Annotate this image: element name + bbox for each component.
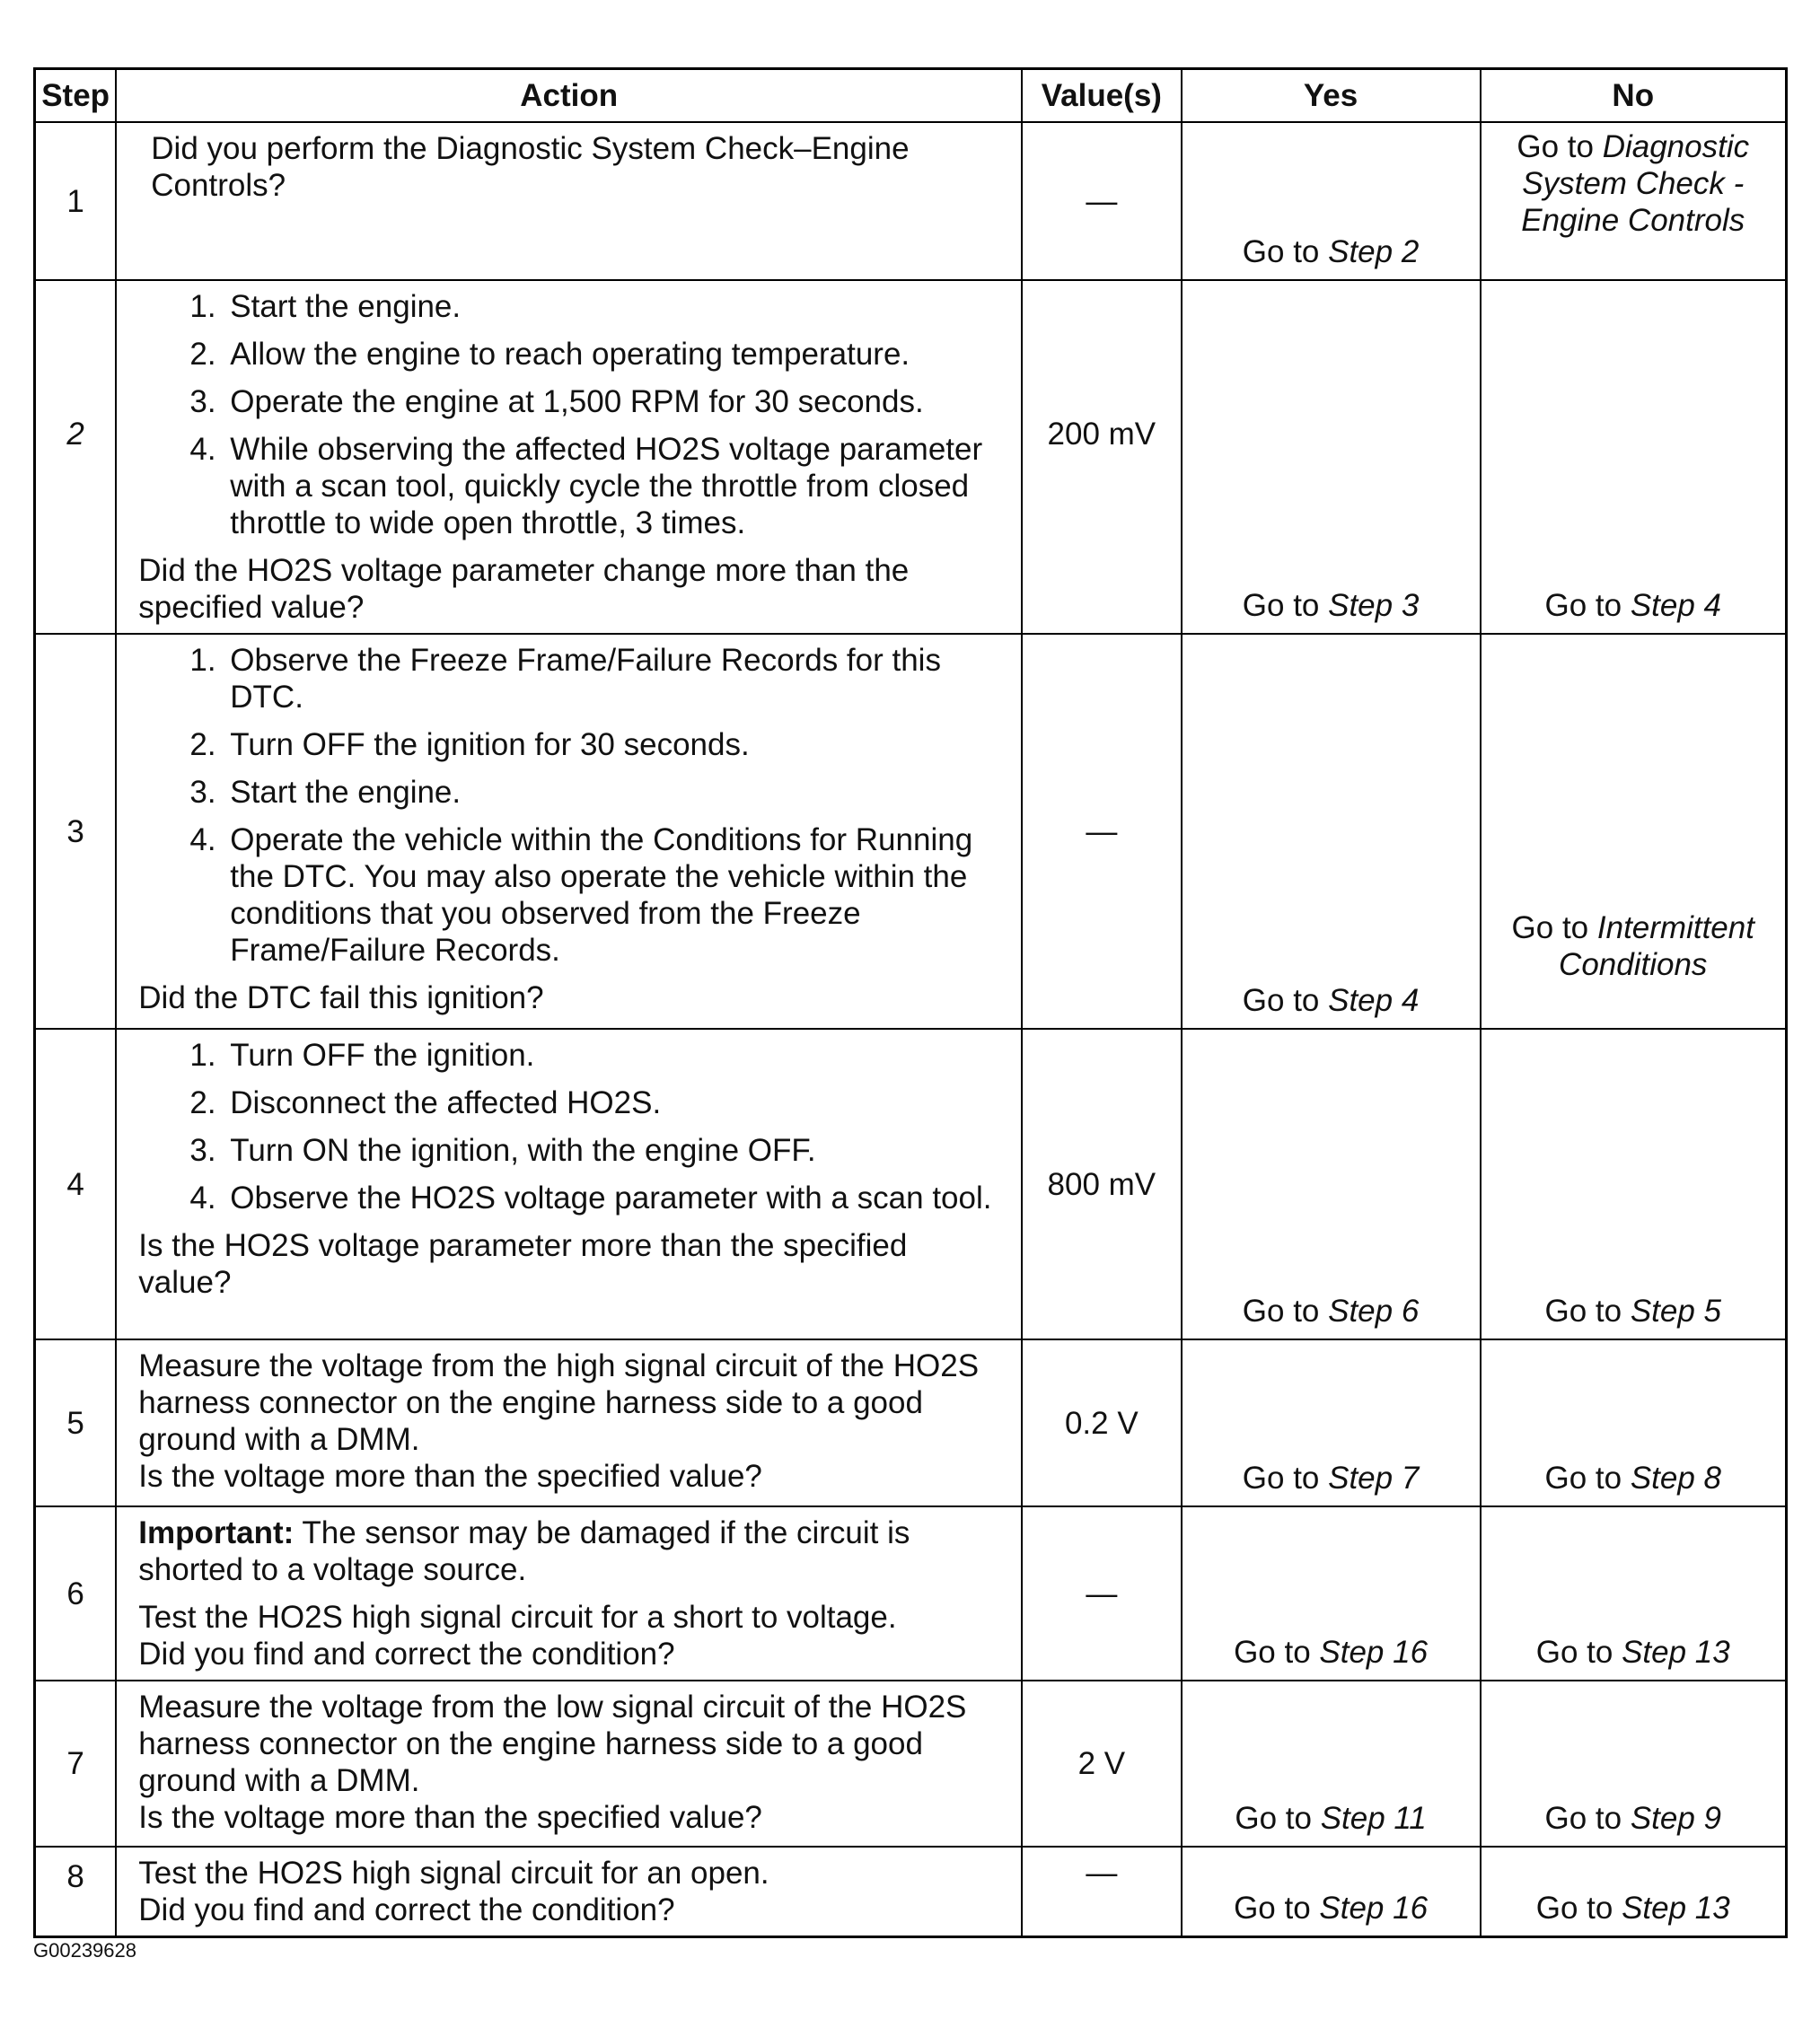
no-cell [1481,122,1787,280]
action-step-item: 3. Start the engine. [224,774,1008,811]
no-step-link[interactable]: Step 8 [1630,1461,1722,1496]
action-cell [116,1681,1022,1847]
no-step-link[interactable]: Step 13 [1622,1635,1730,1670]
yes-step-link[interactable]: Step 16 [1319,1635,1429,1670]
action-cell [116,280,1022,634]
go-to-text: Go to [1544,1801,1631,1836]
action-question: Did the HO2S voltage parameter change more than the specified value? [138,553,910,625]
header-no: No [1481,69,1787,123]
yes-cell [1182,280,1481,634]
diagnostic-table [33,67,1788,1938]
action-intro: Test the HO2S high signal circuit for an open. [138,1856,769,1891]
go-to-text: Go to [1535,1891,1622,1926]
action-cell [116,1847,1022,1937]
value-cell: 2 V [1022,1681,1182,1847]
action-step-item: 1. Observe the Freeze Frame/Failure Records for this DTC. [224,642,1008,715]
yes-step-link[interactable]: Step 11 [1320,1801,1427,1836]
value-cell: 800 mV [1022,1029,1182,1339]
table-row [35,1029,1787,1339]
action-question: Did the DTC fail this ignition? [138,980,544,1015]
yes-cell [1182,1847,1481,1937]
go-to-text: Go to [1544,1294,1631,1329]
go-to-text: Go to [1234,1891,1320,1926]
yes-step-link[interactable]: Step 6 [1328,1294,1420,1329]
figure-id-label: G00239628 [33,1939,136,1962]
action-step-item: 1. Turn OFF the ignition. [224,1037,1008,1074]
yes-cell [1182,1339,1481,1506]
table-row [35,122,1787,280]
go-to-text: Go to [1544,1461,1631,1496]
go-to-text: Go to [1242,1294,1329,1329]
action-steps-list [138,1037,1008,1216]
go-to-text: Go to [1242,1461,1329,1496]
action-step-item: 2. Disconnect the affected HO2S. [224,1084,1008,1121]
value-cell: — [1022,1847,1182,1937]
table-row [35,1847,1787,1937]
value-cell: 200 mV [1022,280,1182,634]
important-label: Important: [138,1515,295,1550]
no-step-link[interactable]: Step 5 [1630,1294,1722,1329]
action-intro: Test the HO2S high signal circuit for a short to voltage. [138,1600,897,1635]
action-intro: Measure the voltage from the high signal circuit of the HO2S harness connector on the engine harness side to a good ground with a DMM. [138,1348,980,1457]
yes-cell [1182,1506,1481,1681]
action-question: Did you perform the Diagnostic System Check–Engine Controls? [151,131,910,203]
table-header-row [35,69,1787,123]
no-step-link[interactable]: Intermittent Conditions [1559,910,1754,982]
step-number: 7 [35,1681,117,1847]
no-cell [1481,1847,1787,1937]
step-number: 4 [35,1029,117,1339]
go-to-text: Go to [1242,983,1329,1018]
no-step-link[interactable]: Step 9 [1630,1801,1722,1836]
action-steps-list [138,642,1008,969]
no-cell [1481,280,1787,634]
important-note [138,1514,1008,1588]
yes-step-link[interactable]: Step 3 [1328,588,1420,623]
yes-step-link[interactable]: Step 4 [1328,983,1420,1018]
yes-step-link[interactable]: Step 7 [1328,1461,1420,1496]
value-cell: 0.2 V [1022,1339,1182,1506]
table-row [35,1506,1787,1681]
go-to-text: Go to [1544,588,1631,623]
action-question: Is the voltage more than the specified value? [138,1459,762,1494]
value-cell: — [1022,634,1182,1029]
header-values: Value(s) [1022,69,1182,123]
no-cell [1481,1506,1787,1681]
yes-cell [1182,122,1481,280]
go-to-text: Go to [1235,1801,1321,1836]
header-step: Step [35,69,117,123]
go-to-text: Go to [1242,588,1329,623]
action-cell [116,1029,1022,1339]
action-step-item: 2. Allow the engine to reach operating temperature. [224,336,1008,373]
no-cell [1481,1029,1787,1339]
table-row [35,280,1787,634]
action-cell [116,1506,1022,1681]
step-number: 1 [35,122,117,280]
table-row [35,1681,1787,1847]
step-number: 6 [35,1506,117,1681]
go-to-text: Go to [1242,234,1329,269]
no-cell [1481,634,1787,1029]
action-step-item: 1. Start the engine. [224,288,1008,325]
yes-cell [1182,634,1481,1029]
no-step-link[interactable]: Step 13 [1622,1891,1730,1926]
step-number: 2 [35,280,117,634]
action-cell [116,122,1022,280]
action-step-item: 4. Observe the HO2S voltage parameter with a scan tool. [224,1180,1008,1216]
step-number: 5 [35,1339,117,1506]
step-number: 8 [35,1847,117,1937]
yes-step-link[interactable]: Step 2 [1328,234,1420,269]
action-cell [116,634,1022,1029]
action-question: Did you find and correct the condition? [138,1637,675,1672]
action-question: Is the voltage more than the specified value? [138,1800,762,1835]
value-cell: — [1022,122,1182,280]
step-number: 3 [35,634,117,1029]
no-step-link[interactable]: Step 4 [1630,588,1722,623]
action-intro: Measure the voltage from the low signal circuit of the HO2S harness connector on the engine harness side to a good ground with a DMM. [138,1690,967,1798]
no-step-link[interactable]: Diagnostic System Check - Engine Controls [1521,129,1750,238]
action-step-item: 3. Turn ON the ignition, with the engine OFF. [224,1132,1008,1169]
no-cell [1481,1339,1787,1506]
go-to-text: Go to [1234,1635,1320,1670]
yes-cell [1182,1029,1481,1339]
table-row [35,1339,1787,1506]
action-step-item: 4. While observing the affected HO2S voltage parameter with a scan tool, quickly cycle the throttle from closed throttle to wide open throttle, 3 times. [224,431,1008,541]
yes-cell [1182,1681,1481,1847]
value-cell: — [1022,1506,1182,1681]
action-step-item: 2. Turn OFF the ignition for 30 seconds. [224,726,1008,763]
action-question: Did you find and correct the condition? [138,1892,675,1927]
important-text: The sensor may be damaged if the circuit is shorted to a voltage source. [138,1515,910,1587]
go-to-text: Go to [1517,129,1603,164]
action-cell [116,1339,1022,1506]
go-to-text: Go to [1511,910,1597,945]
header-yes: Yes [1182,69,1481,123]
action-step-item: 4. Operate the vehicle within the Conditions for Running the DTC. You may also operate the vehicle within the conditions that you observed from the Freeze Frame/Failure Records. [224,821,1008,969]
table-row [35,634,1787,1029]
header-action: Action [116,69,1022,123]
yes-step-link[interactable]: Step 16 [1319,1891,1429,1926]
action-steps-list [138,288,1008,541]
go-to-text: Go to [1535,1635,1622,1670]
no-cell [1481,1681,1787,1847]
action-question: Is the HO2S voltage parameter more than the specified value? [138,1228,908,1300]
action-step-item: 3. Operate the engine at 1,500 RPM for 30 seconds. [224,383,1008,420]
